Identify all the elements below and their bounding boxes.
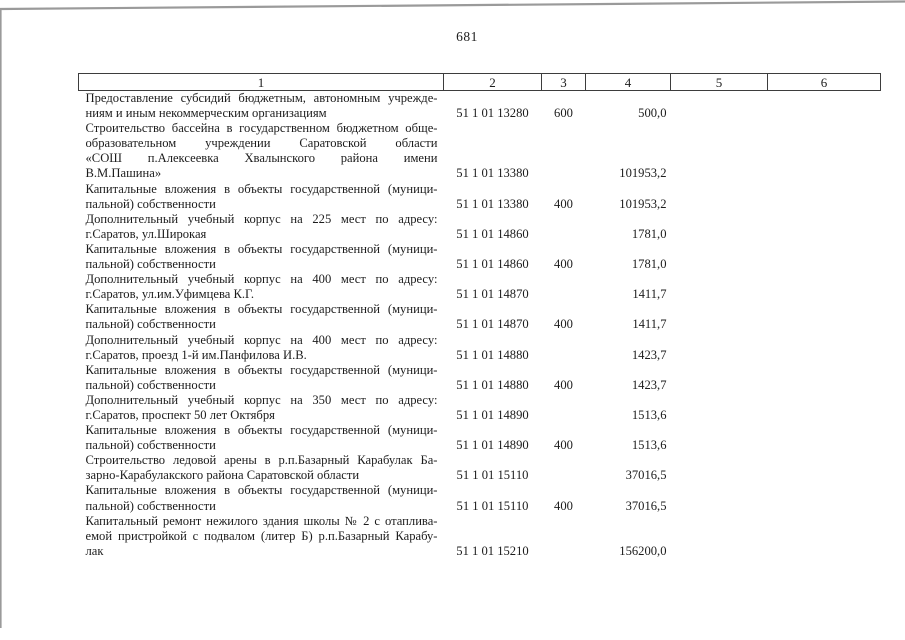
cell-expense-type-code [542,212,586,242]
cell-expense-type-code [542,272,586,302]
cell-expense-type-code: 400 [554,438,573,453]
table-header-row [79,74,881,91]
cell-amount: 37016,5 [625,468,667,483]
description-line: пальной) собственности [85,317,216,332]
description-line: Строительство ледовой арены в р.п.Базарный Карабулак Ба- [85,453,438,468]
description-line: Капитальные вложения в объекты государственной (муници- [85,302,438,317]
cell-amount: 37016,5 [625,498,667,513]
table-row [79,333,881,363]
cell-col5-empty [671,212,768,242]
description-line: пальной) собственности [85,196,216,211]
cell-col5-empty [671,453,768,483]
cell-description [79,363,444,393]
description-line: г.Саратов, проспект 50 лет Октября [85,407,275,422]
description-line: В.М.Пашина» [85,166,162,181]
cell-col6-empty [768,302,881,332]
table-row [79,514,881,559]
description-line: ниям и иным некоммерческим организациям [85,106,327,121]
budget-appropriations-table [78,73,881,559]
cell-col6-empty [768,423,881,453]
description-line: Капитальные вложения в объекты государственной (муници- [85,483,438,498]
description-line: Строительство бассейна в государственном бюджетном обще- [85,121,438,136]
table-row [79,302,881,332]
cell-description [79,483,444,513]
cell-col6-empty [768,363,881,393]
cell-expense-type-code [542,121,586,181]
cell-expense-type-code: 400 [554,498,573,513]
cell-target-article-code: 51 1 01 15110 [456,468,529,483]
description-line: Предоставление субсидий бюджетным, автономным учрежде- [85,91,438,105]
description-line: Капитальные вложения в объекты государственной (муници- [85,362,438,377]
cell-col6-empty [768,272,881,302]
cell-col6-empty [768,453,881,483]
cell-target-article-code: 51 1 01 13280 [456,106,529,121]
description-line: пальной) собственности [85,438,216,453]
cell-description [79,453,444,483]
cell-amount: 1411,7 [632,287,667,302]
cell-col5-empty [671,393,768,423]
cell-target-article-code: 51 1 01 14890 [456,407,529,422]
cell-col5-empty [671,242,768,272]
cell-expense-type-code [542,393,586,423]
cell-col5-empty [671,302,768,332]
table-row [79,363,881,393]
cell-col6-empty [768,91,881,122]
cell-expense-type-code: 600 [554,106,573,121]
description-line: пальной) собственности [85,257,216,272]
table-row [79,483,881,513]
cell-expense-type-code [542,333,586,363]
description-line: пальной) собственности [85,377,216,392]
cell-amount: 1781,0 [631,226,667,241]
description-line: г.Саратов, проезд 1-й им.Панфилова И.В. [85,347,307,362]
description-line: г.Саратов, ул.Широкая [85,226,207,241]
description-line: Дополнительный учебный корпус на 400 мест по адресу: [85,272,438,287]
cell-description [79,272,444,302]
description-line: Дополнительный учебный корпус на 350 мест по адресу: [85,392,438,407]
cell-col5-empty [671,423,768,453]
cell-target-article-code: 51 1 01 14880 [456,377,529,392]
cell-col5-empty [671,272,768,302]
cell-expense-type-code [542,514,586,559]
header-col-5: 5 [671,74,768,91]
cell-target-article-code: 51 1 01 14880 [456,347,529,362]
cell-target-article-code: 51 1 01 13380 [456,166,529,181]
cell-col5-empty [671,483,768,513]
cell-description [79,212,444,242]
table-row [79,272,881,302]
cell-amount: 1423,7 [631,347,667,362]
description-line: зарно-Карабулакского района Саратовской области [85,468,360,483]
description-line: Капитальные вложения в объекты государственной (муници- [85,241,438,256]
header-col-1: 1 [79,74,444,91]
cell-target-article-code: 51 1 01 14870 [456,317,529,332]
cell-col5-empty [671,363,768,393]
cell-amount: 101953,2 [619,166,667,181]
cell-col6-empty [768,393,881,423]
cell-target-article-code: 51 1 01 14860 [456,226,529,241]
cell-amount: 101953,2 [619,196,667,211]
cell-col5-empty [671,182,768,212]
table-row [79,182,881,212]
cell-amount: 1513,6 [631,407,667,422]
cell-col6-empty [768,121,881,181]
table-row [79,423,881,453]
table-row [79,242,881,272]
table-row [79,121,881,181]
table-row [79,453,881,483]
cell-amount: 1513,6 [631,438,667,453]
description-line: лак [85,543,104,558]
cell-target-article-code: 51 1 01 14870 [456,287,529,302]
cell-expense-type-code: 400 [554,377,573,392]
description-line: Капитальный ремонт нежилого здания школы № 2 с отаплива- [85,513,438,528]
cell-col5-empty [671,514,768,559]
cell-expense-type-code: 400 [554,257,573,272]
cell-description [79,393,444,423]
cell-col6-empty [768,212,881,242]
cell-amount: 156200,0 [619,543,667,558]
cell-description [79,91,444,122]
cell-expense-type-code: 400 [554,317,573,332]
cell-target-article-code: 51 1 01 14890 [456,438,529,453]
header-col-2: 2 [444,74,542,91]
cell-description [79,514,444,559]
description-line: Капитальные вложения в объекты государственной (муници- [85,181,438,196]
header-col-4: 4 [586,74,671,91]
cell-description [79,423,444,453]
description-line: Капитальные вложения в объекты государственной (муници- [85,423,438,438]
cell-amount: 1423,7 [631,377,667,392]
cell-amount: 500,0 [638,106,667,121]
cell-description [79,333,444,363]
cell-col5-empty [671,91,768,122]
description-line: Дополнительный учебный корпус на 400 мест по адресу: [85,332,438,347]
cell-target-article-code: 51 1 01 15110 [456,498,529,513]
cell-description [79,242,444,272]
cell-col6-empty [768,483,881,513]
description-line: емой пристройкой с подвалом (литер Б) р.п.Базарный Карабу- [85,528,438,543]
cell-target-article-code: 51 1 01 13380 [456,196,529,211]
description-line: пальной) собственности [85,498,216,513]
description-line: «СОШ п.Алексеевка Хвалынского района имени [85,151,438,166]
cell-col6-empty [768,182,881,212]
table-row [79,91,881,122]
table-row [79,212,881,242]
description-line: г.Саратов, ул.им.Уфимцева К.Г. [85,287,255,302]
cell-amount: 1411,7 [632,317,667,332]
cell-description [79,121,444,181]
cell-expense-type-code: 400 [554,196,573,211]
table-row [79,393,881,423]
cell-target-article-code: 51 1 01 14860 [456,257,529,272]
cell-amount: 1781,0 [631,257,667,272]
cell-description [79,182,444,212]
cell-col6-empty [768,242,881,272]
cell-col6-empty [768,514,881,559]
cell-target-article-code: 51 1 01 15210 [456,543,529,558]
cell-description [79,302,444,332]
header-col-6: 6 [768,74,881,91]
header-col-3: 3 [542,74,586,91]
page-number: 681 [456,29,478,44]
cell-col6-empty [768,333,881,363]
cell-col5-empty [671,121,768,181]
cell-col5-empty [671,333,768,363]
cell-expense-type-code [542,453,586,483]
description-line: образовательном учреждении Саратовской области [85,136,438,151]
description-line: Дополнительный учебный корпус на 225 мест по адресу: [85,211,438,226]
